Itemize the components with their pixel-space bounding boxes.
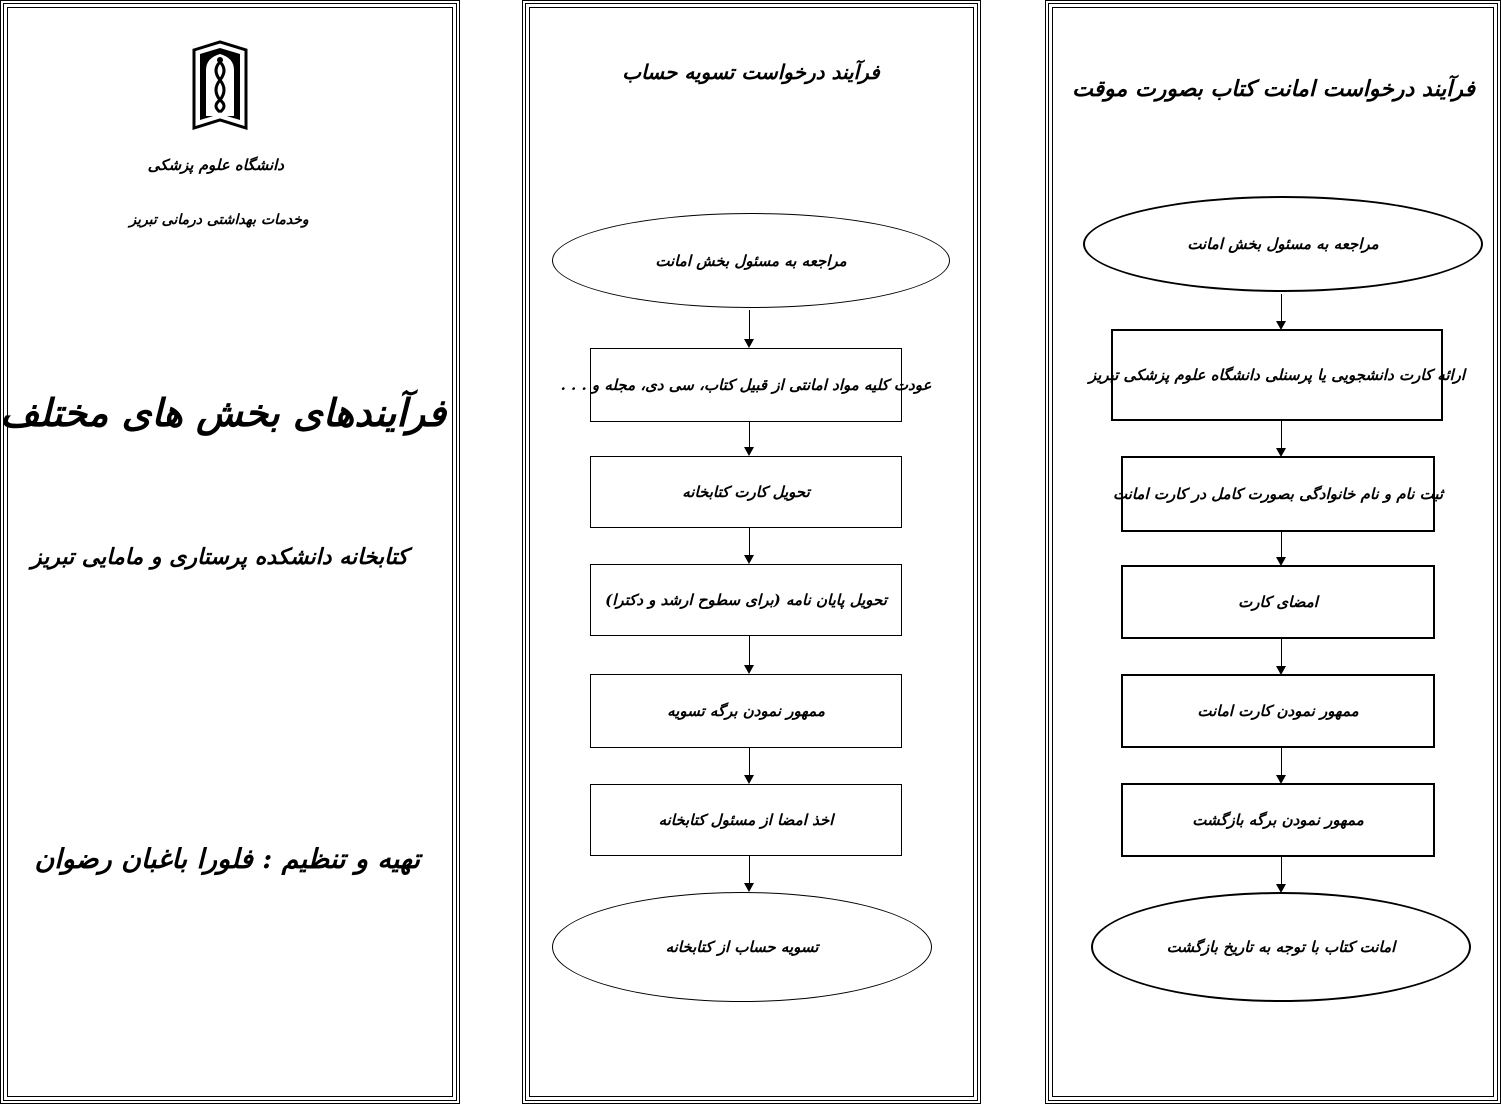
- loan-step-4: [1121, 674, 1435, 748]
- arrow: [1281, 639, 1282, 673]
- author-line: تهیه و تنظیم : فلورا باغبان رضوان: [34, 844, 420, 875]
- loan-step-3: [1121, 565, 1435, 639]
- arrow: [1281, 748, 1282, 782]
- loan-step-5: [1121, 783, 1435, 857]
- loan-step-label: ارائه کارت دانشجویی یا پرسنلی دانشگاه علوم پزشکی تبریز: [1088, 366, 1466, 384]
- clearance-step-label: عودت کلیه مواد امانتی از قبیل کتاب، سی دی، مجله و . . .: [560, 376, 932, 394]
- clearance-title: فرآیند درخواست تسویه حساب: [622, 60, 880, 84]
- university-name-line1: دانشگاه علوم پزشکی: [147, 156, 284, 174]
- arrow: [749, 310, 750, 346]
- loan-step-label: ثبت نام و نام خانوادگی بصورت کامل در کارت امانت: [1112, 485, 1444, 503]
- loan-start-oval: [1083, 196, 1483, 292]
- clearance-step-4: [590, 674, 902, 748]
- loan-title: فرآیند درخواست امانت کتاب بصورت موقت: [1072, 76, 1475, 102]
- clearance-end-label: تسویه حساب از کتابخانه: [665, 938, 819, 956]
- loan-process-panel: [1045, 0, 1501, 1104]
- clearance-step-3: [590, 564, 902, 636]
- arrow: [749, 528, 750, 562]
- loan-step-1: [1088, 329, 1466, 421]
- clearance-step-label: ممهور نمودن برگه تسویه: [667, 702, 825, 720]
- clearance-step-5: [590, 784, 902, 856]
- clearance-start-oval: [552, 213, 950, 308]
- clearance-step-label: اخذ امضا از مسئول کتابخانه: [658, 811, 834, 829]
- loan-end-label: امانت کتاب با توجه به تاریخ بازگشت: [1166, 938, 1396, 956]
- university-name-line2: وخدمات بهداشتی درمانی تبریز: [129, 212, 309, 228]
- arrow: [1281, 857, 1282, 891]
- arrow: [749, 636, 750, 672]
- loan-step-label: ممهور نمودن کارت امانت: [1197, 702, 1359, 720]
- cover-title: فرآیندهای بخش های مختلف: [0, 390, 446, 435]
- loan-start-label: مراجعه به مسئول بخش امانت: [1187, 235, 1379, 253]
- clearance-end-oval: [552, 892, 932, 1002]
- arrow: [1281, 421, 1282, 455]
- arrow: [1281, 294, 1282, 328]
- university-emblem-icon: [190, 40, 250, 136]
- library-name: کتابخانه دانشکده پرستاری و مامایی تبریز: [30, 544, 408, 570]
- clearance-start-label: مراجعه به مسئول بخش امانت: [655, 251, 847, 270]
- clearance-step-label: تحویل پایان نامه (برای سطوح ارشد و دکترا): [605, 591, 887, 609]
- clearance-step-2: [590, 456, 902, 528]
- loan-step-2: [1112, 456, 1444, 532]
- clearance-step-1: [560, 348, 932, 422]
- clearance-step-label: تحویل کارت کتابخانه: [682, 483, 810, 501]
- cover-panel: [0, 0, 460, 1104]
- arrow: [749, 748, 750, 782]
- loan-end-oval: [1091, 892, 1471, 1002]
- arrow: [749, 856, 750, 890]
- clearance-process-panel: [522, 0, 981, 1104]
- arrow: [1281, 532, 1282, 564]
- loan-step-label: ممهور نمودن برگه بازگشت: [1192, 811, 1364, 829]
- loan-step-label: امضای کارت: [1238, 593, 1318, 611]
- arrow: [749, 422, 750, 454]
